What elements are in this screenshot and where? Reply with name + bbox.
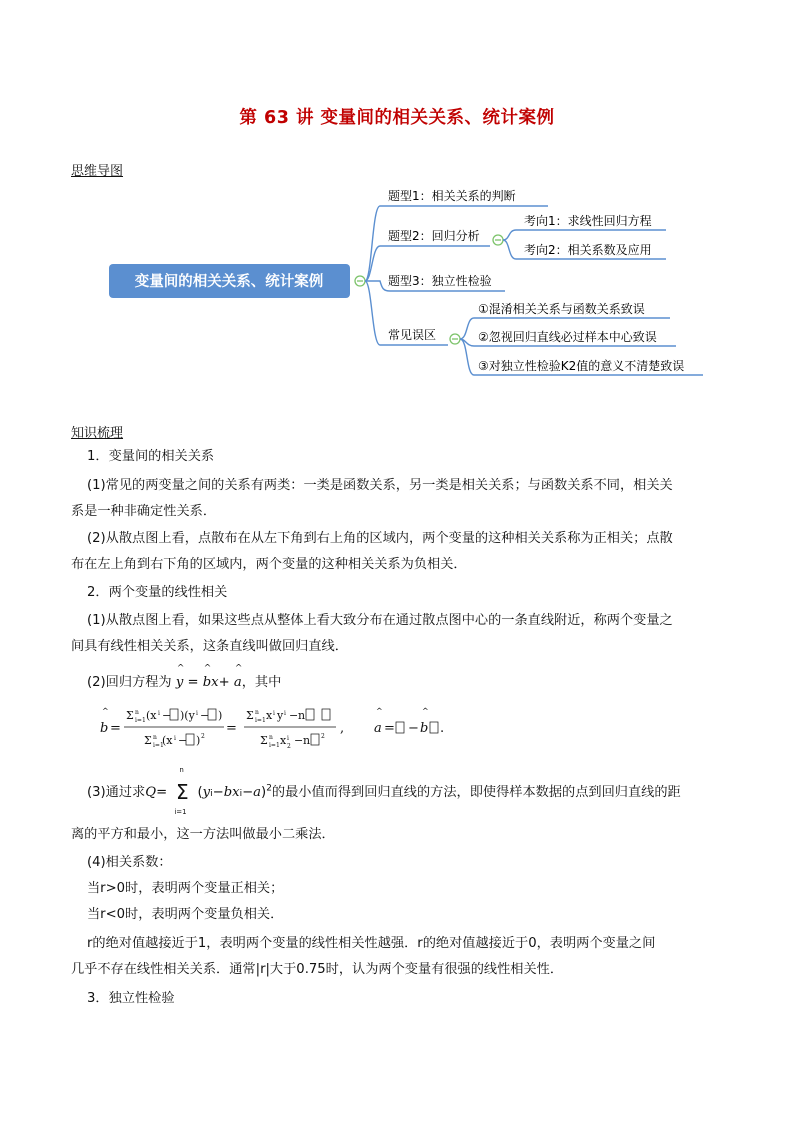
svg-text:=: = (384, 721, 395, 736)
svg-text:^: ^ (422, 707, 429, 716)
svg-text:n: n (153, 734, 157, 741)
svg-text:n: n (269, 734, 273, 741)
svg-text:i=1: i=1 (135, 717, 146, 724)
svg-text:n: n (303, 734, 311, 747)
svg-text:−: − (178, 734, 188, 747)
paragraph-line: 布在左上角到右下角的区域内，两个变量的这种相关关系为负相关． (71, 557, 467, 572)
svg-text:i: i (174, 735, 176, 742)
svg-text:i: i (158, 710, 160, 717)
svg-text:2: 2 (321, 733, 325, 740)
svg-text:y: y (277, 709, 284, 722)
mindmap-root-label: 变量间的相关关系、统计案例 (134, 274, 324, 290)
svg-text:(x: (x (146, 709, 157, 722)
svg-text:i=1: i=1 (153, 742, 164, 749)
svg-text:i: i (196, 710, 198, 717)
svg-text:=: = (226, 721, 237, 736)
branch-child-label: ③对独立性检验K2值的意义不清楚致误 (478, 359, 685, 373)
branch-label: 题型2：回归分析 (388, 229, 480, 243)
svg-text:2: 2 (201, 733, 205, 740)
branch-child-label: ①混淆相关关系与函数关系致误 (478, 302, 645, 316)
branch-child-label: 考向1：求线性回归方程 (524, 214, 652, 228)
svg-text:Σ: Σ (260, 734, 268, 747)
svg-text:^: ^ (102, 707, 109, 716)
svg-text:−: − (200, 709, 210, 722)
svg-text:−: − (294, 734, 304, 747)
branch-label: 题型1：相关关系的判断 (388, 189, 516, 203)
branch-child-label: ②忽视回归直线必过样本中心致误 (478, 330, 657, 344)
svg-text:x: x (266, 709, 273, 722)
paragraph-line: 几乎不存在线性相关关系．通常|r|大于0.75时，认为两个变量有很强的线性相关性． (71, 962, 564, 977)
branch-label: 常见误区 (388, 328, 437, 342)
svg-text:i=1: i=1 (269, 742, 280, 749)
svg-text:): ) (218, 709, 223, 722)
heading-1: 1．变量间的相关关系 (87, 449, 215, 464)
paragraph-line: (2)从散点图上看，点散布在从左下角到右上角的区域内，两个变量的这种相关关系称为正相关；点散 (87, 531, 673, 546)
svg-text:n: n (255, 709, 259, 716)
svg-text:a: a (374, 721, 382, 736)
paragraph-line: 间具有线性相关关系，这条直线叫做回归直线． (71, 639, 348, 654)
svg-text:.: . (440, 721, 445, 736)
section-label-mindmap: 思维导图 (71, 164, 124, 179)
svg-text:)(y: )(y (180, 709, 195, 722)
svg-text:Σ: Σ (246, 709, 254, 722)
regression-coefficient-formula (100, 702, 460, 754)
paragraph-line: 系是一种非确定性关系． (71, 504, 217, 519)
svg-text:Σ: Σ (126, 709, 134, 722)
svg-text:2: 2 (287, 743, 291, 750)
heading-2: 2．两个变量的线性相关 (87, 585, 228, 600)
svg-text:Σ: Σ (144, 734, 152, 747)
svg-text:,: , (340, 721, 345, 736)
svg-text:(x: (x (162, 734, 173, 747)
branch-child-label: 考向2：相关系数及应用 (524, 243, 652, 257)
svg-text:i: i (284, 710, 286, 717)
paragraph-line: r的绝对值越接近于1，表明两个变量的线性相关性越强．r的绝对值越接近于0，表明两个变量之间 (87, 936, 656, 951)
svg-text:−: − (162, 709, 172, 722)
section-label-knowledge: 知识梳理 (71, 426, 124, 441)
least-squares-line: (3)通过求Q= n Σ i=1 $(yi-bxi-a)^2$的最小值而得到回归直线的方法，即使得样本数据的点到回归直线的距 (87, 766, 681, 816)
svg-text:i: i (287, 735, 289, 742)
svg-text:b: b (420, 721, 429, 736)
svg-text:n: n (135, 709, 139, 716)
mind-map (0, 0, 794, 400)
paragraph-line: 当r<0时，表明两个变量负相关． (87, 907, 284, 922)
svg-text:−: − (289, 709, 299, 722)
page-title: 第 63 讲 变量间的相关关系、统计案例 (239, 108, 555, 128)
heading-3: 3．独立性检验 (87, 991, 175, 1006)
paragraph-line: 离的平方和最小，这一方法叫做最小二乘法． (71, 827, 335, 842)
svg-text:n: n (298, 709, 306, 722)
paragraph-line: 当r>0时，表明两个变量正相关； (87, 881, 284, 896)
svg-text:b: b (100, 721, 109, 736)
regression-equation-line: (2)回归方程为 ^ y = ^ bx+ ^ a，其中 (87, 671, 281, 690)
svg-text:i: i (273, 710, 275, 717)
svg-text:−: − (408, 721, 419, 736)
paragraph-line: (4)相关系数： (87, 855, 172, 870)
svg-text:x: x (280, 734, 287, 747)
svg-text:^: ^ (376, 707, 383, 716)
paragraph-line: (1)从散点图上看，如果这些点从整体上看大致分布在通过散点图中心的一条直线附近，称两个变量之 (87, 613, 673, 628)
branch-label: 题型3：独立性检验 (388, 274, 492, 288)
svg-text:=: = (110, 721, 121, 736)
svg-text:i=1: i=1 (255, 717, 266, 724)
paragraph-line: (1)常见的两变量之间的关系有两类：一类是函数关系，另一类是相关关系；与函数关系不同，相关关 (87, 478, 673, 493)
svg-text:): ) (196, 734, 201, 747)
